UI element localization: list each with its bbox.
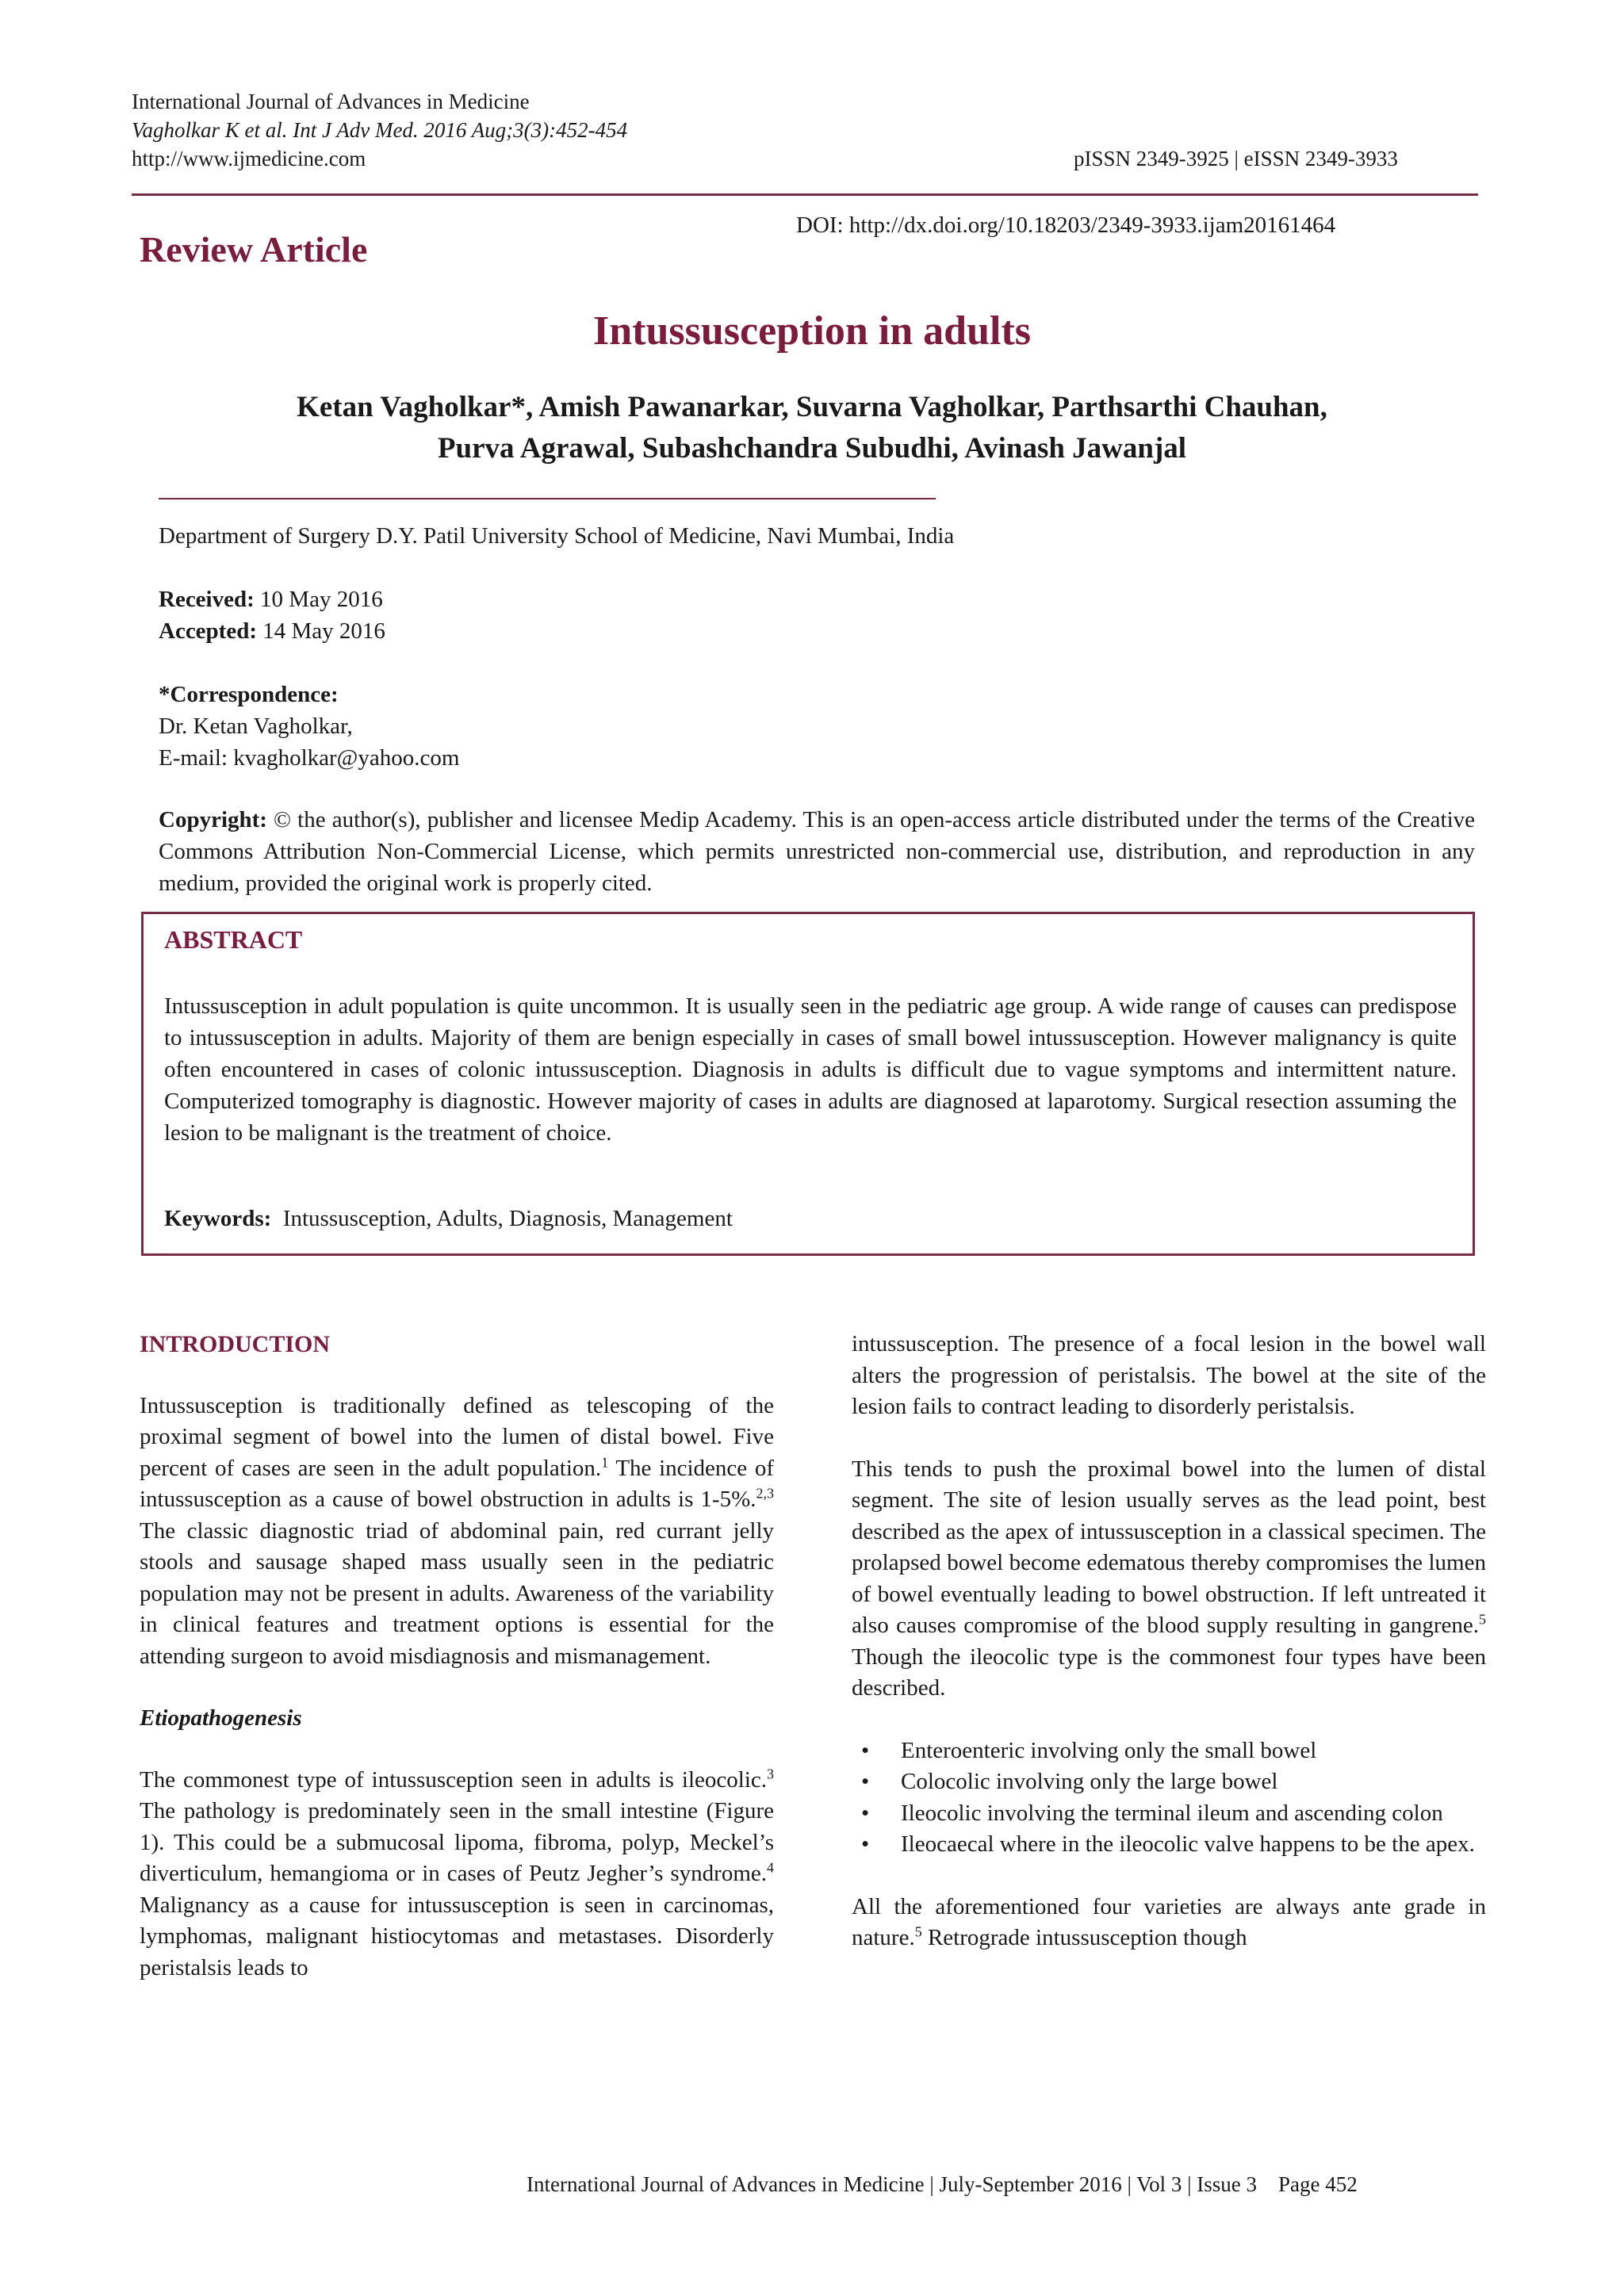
keywords [164, 1206, 733, 1232]
right-paragraph-1: intussusception. The presence of a focal lesion in the bowel wall alters the progression of peristalsis. The bowel at the site of the lesion fails to contract leading to disorderly peristalsis. [852, 1331, 1486, 1419]
etiopathogenesis-paragraph: The commonest type of intussusception seen in adults is ileocolic.$^3$ The pathology is predominately seen in the small intestine (Figure 1). This could be a submucosal lipoma, fibroma, polyp, Meckel’s diverticulum, hemangioma or in cases of Peutz Jegher’s syndrome.$^4$ Malignancy as a cause for intussusception is seen in carcinomas, lymphomas, malignant histiocytomas and metastases. Disorderly peristalsis leads to [140, 1765, 774, 1980]
journal-name: International Journal of Advances in Medicine [132, 90, 530, 113]
ref-superscript[interactable]: 5 [1479, 1611, 1486, 1628]
copyright [159, 804, 1475, 899]
issn: pISSN 2349-3925 | eISSN 2349-3933 [1074, 147, 1398, 170]
accepted-label: Accepted: [159, 618, 258, 644]
left-column [140, 1329, 774, 2015]
copyright-text: © the author(s), publisher and licensee Medip Academy. This is an open-access article distributed under the terms of the Creative Commons Attribution Non-Commercial License, which permits unrestricted non-commercial use, distribution, and reproduction in any medium, provided the original work is properly cited. [159, 807, 1476, 896]
intussusception-types-list [852, 1735, 1486, 1861]
bullet-icon: • [861, 1800, 870, 1826]
authors [143, 387, 1481, 469]
bullet-icon: • [861, 1769, 870, 1794]
authors-line-1: Ketan Vagholkar*, Amish Pawanarkar, Suvarna Vagholkar, Parthsarthi Chauhan, [297, 391, 1327, 423]
bullet-icon: • [861, 1831, 870, 1857]
correspondence [159, 679, 1475, 774]
article-title: Intussusception in adults [593, 308, 1031, 354]
doi[interactable]: DOI: http://dx.doi.org/10.18203/2349-3933.ijam20161464 [796, 212, 1336, 238]
right-paragraph-3: All the aforementioned four varieties are always ante grade in nature.$^5$ Retrograde intussusception though [852, 1893, 1486, 1950]
introduction-paragraph: Intussusception is traditionally defined as telescoping of the proximal segment of bowel into the lumen of distal bowel. Five percent of cases are seen in the adult population.$^1$ The incidence of intussusception as a cause of bowel obstruction in adults is 1-5%.$^{2,3}$ The classic diagnostic triad of abdominal pain, red currant jelly stools and sausage shaped mass usually seen in the pediatric population may not be present in adults. Awareness of the variability in clinical features and treatment options is essential for the attending surgeon to avoid misdiagnosis and mismanagement. [140, 1392, 774, 1669]
article-type: Review Article [140, 229, 368, 270]
abstract-heading: ABSTRACT [164, 925, 303, 954]
introduction-heading: INTRODUCTION [140, 1331, 331, 1357]
received-label: Received: [159, 587, 255, 612]
journal-url[interactable]: http://www.ijmedicine.com [132, 147, 366, 170]
right-column [852, 1329, 1486, 1985]
page-footer: International Journal of Advances in Medicine | July-September 2016 | Vol 3 | Issue 3 Page 452 [527, 2172, 1358, 2196]
list-item: • Colocolic involving only the large bowel [852, 1766, 1486, 1798]
ref-superscript[interactable]: 5 [914, 1923, 922, 1940]
correspondence-name: Dr. Ketan Vagholkar, [159, 714, 353, 739]
right-paragraph-2: This tends to push the proximal bowel into the lumen of distal segment. The site of lesion usually serves as the lead point, best described as the apex of intussusception in a classical specimen. The prolapsed bowel become edematous thereby compromises the lumen of bowel eventually leading to bowel obstruction. If left untreated it also causes compromise of the blood supply resulting in gangrene.$^5$ Though the ileocolic type is the commonest four types have been described. [852, 1456, 1486, 1701]
received-date: 10 May 2016 [260, 587, 383, 612]
bullet-icon: • [861, 1737, 870, 1763]
correspondence-label: *Correspondence: [159, 682, 339, 707]
affiliation: Department of Surgery D.Y. Patil University School of Medicine, Navi Mumbai, India [159, 523, 955, 549]
abstract-text: Intussusception in adult population is quite uncommon. It is usually seen in the pediatric age group. A wide range of causes can predispose to intussusception in adults. Majority of them are benign especially in cases of small bowel intussusception. However malignancy is quite often encountered in cases of colonic intussusception. Diagnosis in adults is difficult due to vague symptoms and intermittent nature. Computerized tomography is diagnostic. However majority of cases in adults are diagnosed at laparotomy. Surgical resection assuming the lesion to be malignant is the treatment of choice. [164, 993, 1457, 1146]
list-item: • Ileocaecal where in the ileocolic valve happens to be the apex. [852, 1829, 1486, 1861]
etiopathogenesis-heading: Etiopathogenesis [140, 1705, 302, 1731]
header-rule [132, 193, 1478, 196]
copyright-label: Copyright: [159, 807, 267, 832]
authors-rule [159, 498, 936, 499]
abstract-box [141, 912, 1475, 1256]
dates [159, 584, 1475, 647]
authors-line-2: Purva Agrawal, Subashchandra Subudhi, Avinash Jawanjal [437, 432, 1187, 465]
keywords-list: Intussusception, Adults, Diagnosis, Management [282, 1206, 733, 1231]
keywords-label: Keywords: [164, 1206, 272, 1231]
list-item: • Enteroenteric involving only the small bowel [852, 1735, 1486, 1767]
ref-superscript[interactable]: 3 [767, 1765, 774, 1781]
ref-superscript[interactable]: 1 [601, 1453, 609, 1470]
ref-superscript[interactable]: 2,3 [756, 1485, 774, 1502]
citation: Vagholkar K et al. Int J Adv Med. 2016 Aug;3(3):452-454 [132, 118, 628, 142]
accepted-date: 14 May 2016 [262, 618, 385, 644]
correspondence-email[interactable]: E-mail: kvagholkar@yahoo.com [159, 745, 460, 771]
list-item: • Ileocolic involving the terminal ileum and ascending colon [852, 1798, 1486, 1830]
ref-superscript[interactable]: 4 [767, 1859, 774, 1876]
